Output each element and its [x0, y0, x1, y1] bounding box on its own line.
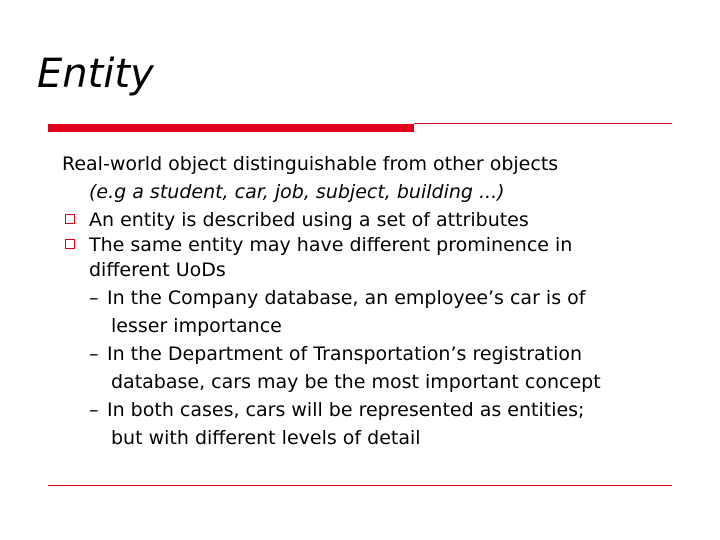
sub-item-2-text-a: In the Department of Transportation’s registration: [107, 343, 583, 365]
sub-item-1: [62, 284, 702, 312]
bullet-item-1: [62, 206, 702, 234]
bullet-item-2-text-a: The same entity may have different prominence in: [89, 234, 573, 256]
sub-item-3: [62, 396, 702, 424]
sub-item-3-text-a: In both cases, cars will be represented as entities;: [107, 399, 585, 421]
slide-title: Entity: [37, 51, 154, 97]
bullet-item-2-continuation: different UoDs: [89, 259, 226, 281]
slide-body: [62, 150, 702, 452]
sub-item-2: [62, 340, 702, 368]
square-bullet-icon: [65, 214, 75, 224]
intro-example-line: (e.g a student, car, job, subject, building ...): [89, 181, 505, 203]
bullet-item-1-text: An entity is described using a set of attributes: [89, 209, 529, 231]
title-underline-thick: [48, 124, 414, 132]
sub-item-3-continuation: but with different levels of detail: [111, 427, 421, 449]
title-underline-thin: [414, 123, 672, 124]
dash-marker: –: [89, 399, 99, 421]
sub-item-1-text-a: In the Company database, an employee’s car is of: [107, 287, 586, 309]
dash-marker: –: [89, 343, 99, 365]
sub-item-2-continuation: database, cars may be the most important concept: [111, 371, 601, 393]
bottom-rule: [48, 485, 672, 486]
sub-item-1-continuation: lesser importance: [111, 315, 282, 337]
intro-line: Real-world object distinguishable from other objects: [62, 153, 559, 175]
dash-marker: –: [89, 287, 99, 309]
square-bullet-icon: [65, 239, 75, 249]
bullet-item-2: [62, 234, 702, 256]
